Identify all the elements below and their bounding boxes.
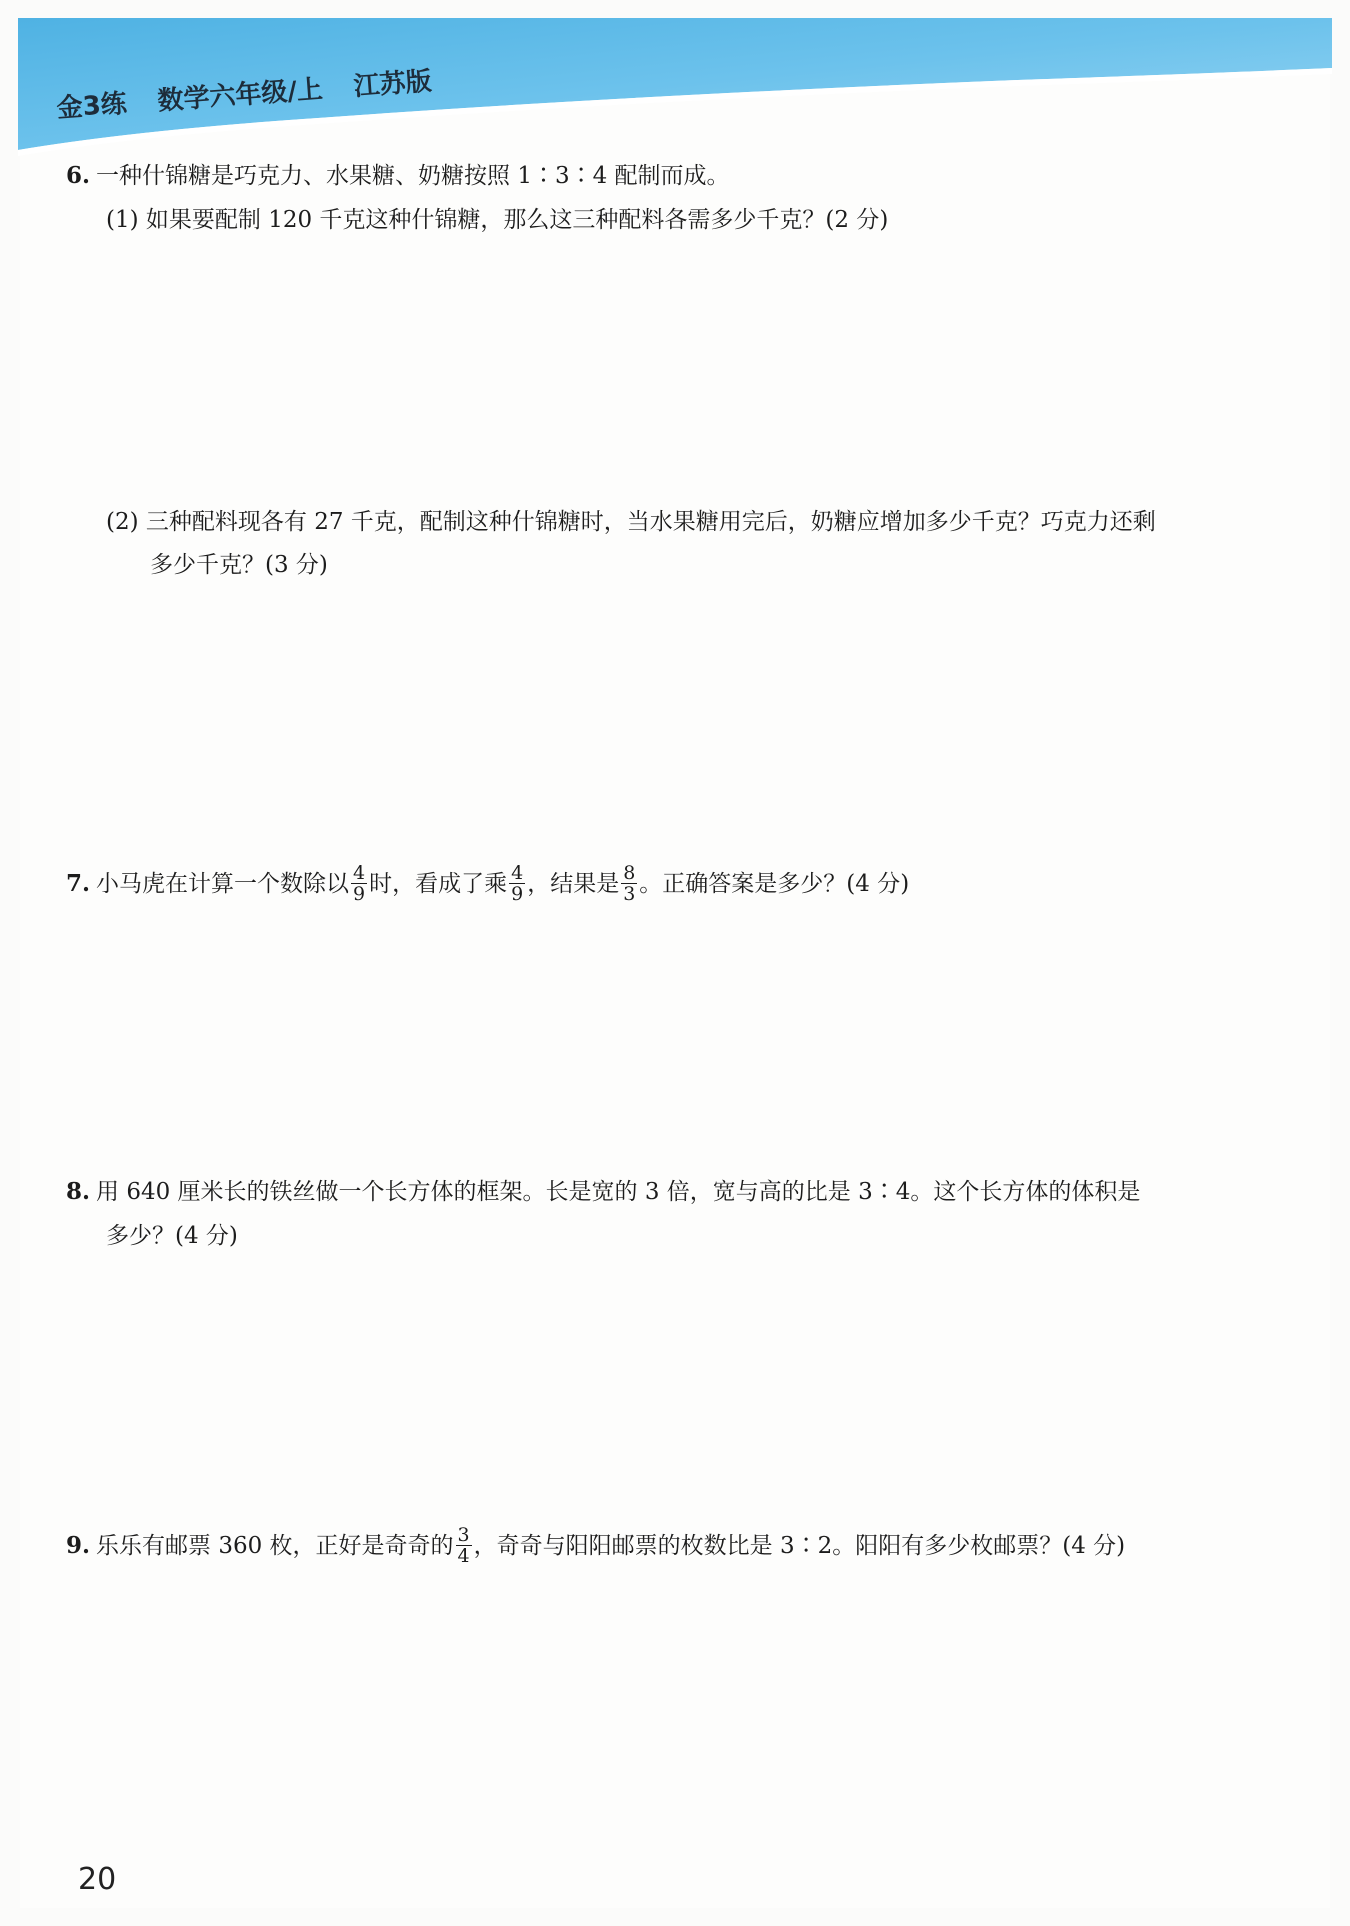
question-text-c: ，结果是 <box>527 871 620 897</box>
question-text: 用 640 厘米长的铁丝做一个长方体的框架。长是宽的 3 倍，宽与高的比是 3∶4。这个长方体的体积是 <box>96 1179 1141 1205</box>
question-6 <box>66 154 730 198</box>
fraction: $\frac{4}{9}$ <box>353 861 366 905</box>
question-7 <box>66 856 909 912</box>
question-number: 6. <box>66 162 91 189</box>
question-text-a: 小马虎在计算一个数除以 <box>96 871 350 897</box>
fraction: $\frac{4}{9}$ <box>511 861 524 905</box>
question-text-cont: 多少？(4 分) <box>106 1223 238 1249</box>
page-number: 20 <box>78 1862 117 1897</box>
question-text-b: 时，看成了乘 <box>369 871 508 897</box>
question-text-d: 。正确答案是多少？(4 分) <box>639 871 910 897</box>
edition-label: 江苏版 <box>352 66 433 103</box>
page <box>20 18 1330 1908</box>
part-text: (1) 如果要配制 120 千克这种什锦糖，那么这三种配料各需多少千克？(2 分) <box>106 207 889 233</box>
question-6-part-1 <box>106 198 888 242</box>
part-text: (2) 三种配料现各有 27 千克，配制这种什锦糖时，当水果糖用完后，奶糖应增加多少千克？巧克力还剩 <box>106 509 1156 535</box>
fraction: $\frac{8}{3}$ <box>623 861 636 905</box>
question-6-part-2 <box>106 500 1156 544</box>
question-8-cont <box>106 1214 238 1258</box>
question-text-b: ，奇奇与阳阳邮票的枚数比是 3∶2。阳阳有多少枚邮票？(4 分) <box>473 1533 1126 1559</box>
question-6-part-2-cont <box>150 543 328 587</box>
part-text-cont: 多少千克？(3 分) <box>150 552 328 578</box>
fraction: $\frac{3}{4}$ <box>457 1523 470 1567</box>
question-number: 7. <box>66 870 91 897</box>
brand-label: 金3练 <box>55 88 128 125</box>
question-number: 9. <box>66 1532 91 1559</box>
question-9 <box>66 1518 1125 1574</box>
question-text: 一种什锦糖是巧克力、水果糖、奶糖按照 1∶3∶4 配制而成。 <box>96 163 730 189</box>
question-number: 8. <box>66 1178 91 1205</box>
question-text-a: 乐乐有邮票 360 枚，正好是奇奇的 <box>96 1533 454 1559</box>
subject-label: 数学六年级/上 <box>156 74 324 117</box>
question-8 <box>66 1170 1140 1214</box>
